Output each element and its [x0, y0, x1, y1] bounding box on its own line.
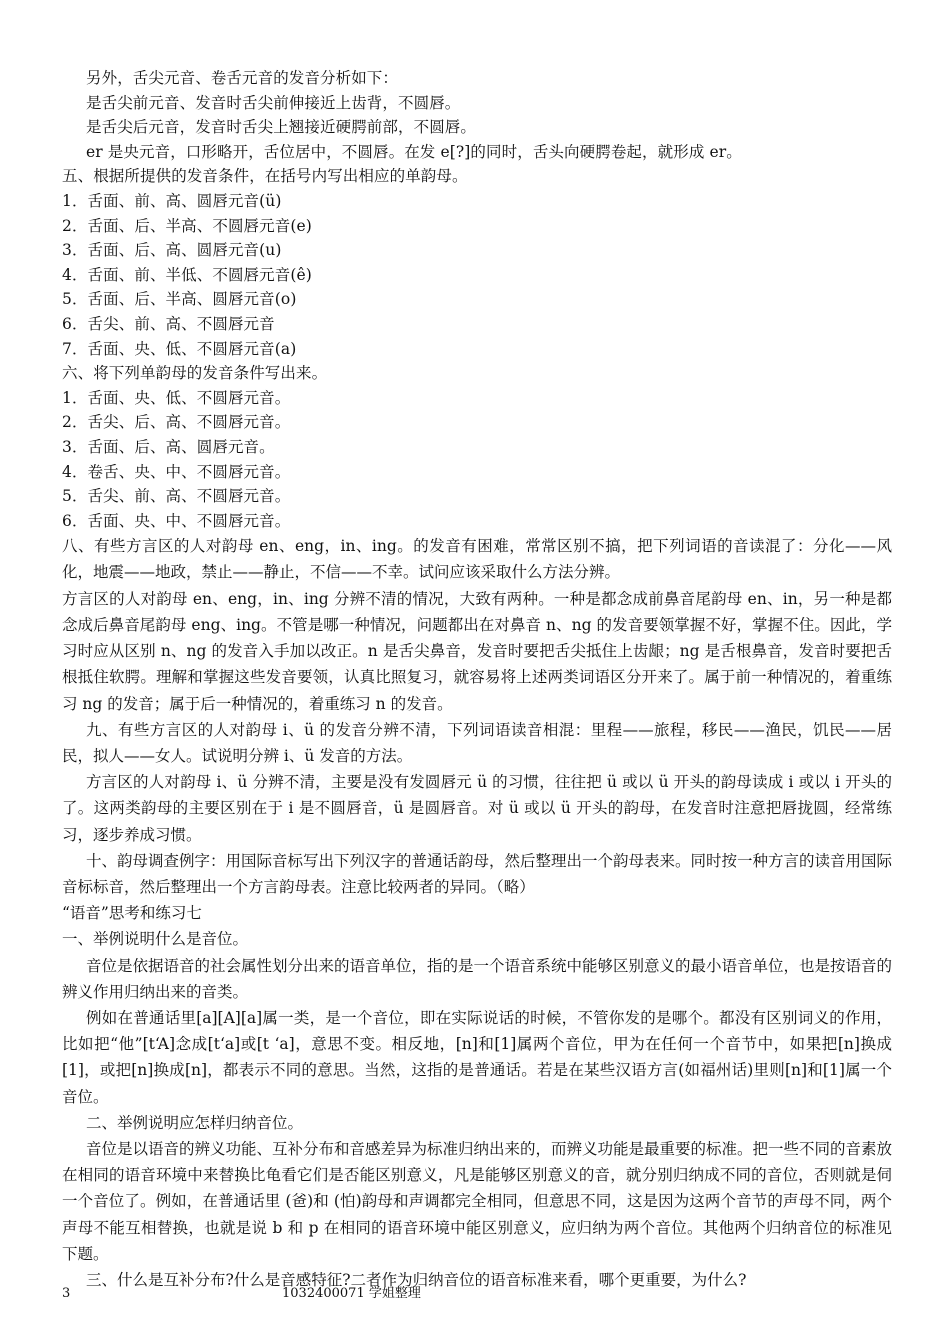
text-line: 7．舌面、央、低、不圆唇元音(a)	[62, 339, 297, 358]
text-paragraph: 一、举例说明什么是音位。	[62, 930, 249, 949]
footer-source-note: 1032400071 学姐整理	[282, 1286, 421, 1301]
text-paragraph: 方言区的人对韵母 en、eng，in、ing 分辨不清的情况，大致有两种。一种是都念成前鼻音尾韵母 en、in，另一种是都念成后鼻音尾韵母 eng、ing。不管是哪一种情况，问题都出在对鼻音 n、ng 的发音要领掌握不好，掌握不住。因此，学习时应从区别 n、ng 的发音入手加以改正。n 是舌尖鼻音，发音时要把舌尖抵住上齿龈；ng 是舌根鼻音，发音时要把舌根抵住软腭。理解和掌握这些发音要领，认真比照复习，就容易将上述两类词语区分开来了。属于前一种情况的，着重练习 ng 的发音；属于后一种情况的，着重练习 n 的发音。	[62, 589, 892, 713]
text-paragraph: 例如在普通话里[a][A][a]属一类，是一个音位，即在实际说话的时候，不管你发的是哪个。都没有区别词义的作用，比如把“他”[t‘A]念成[t‘a]或[t ‘a]，意思不变。相反地，[n]和[1]属两个音位，甲为在任何一个音节中，如果把[n]换成[1]，或把[n]换成[n]，都表示不同的意思。当然，这指的是普通话。若是在某些汉语方言(如福州话)里则[n]和[1]属一个音位。	[62, 1008, 892, 1106]
text-paragraph: 方言区的人对韵母 i、ü 分辨不清，主要是没有发圆唇元 ü 的习惯，往往把 ü 或以 ü 开头的韵母读成 i 或以 i 开头的了。这两类韵母的主要区别在于 i 是不圆唇音，ü 是圆唇音。对 ü 或以 ü 开头的韵母，在发音时注意把唇拢圆，经常练习，逐步养成习惯。	[62, 773, 892, 844]
text-line: 6．舌面、央、中、不圆唇元音。	[62, 511, 291, 530]
text-paragraph: 二、举例说明应怎样归纳音位。	[86, 1113, 304, 1132]
text-line: 6．舌尖、前、高、不圆唇元音	[62, 314, 275, 333]
text-line: 五、根据所提供的发音条件，在括号内写出相应的单韵母。	[62, 167, 468, 186]
text-paragraph: 音位是依据语音的社会属性划分出来的语音单位，指的是一个语音系统中能够区别意义的最小语音单位，也是按语音的辨义作用归纳出来的音类。	[62, 956, 893, 1001]
text-line: 是舌尖后元音，发音时舌尖上翘接近硬腭前部，不圆唇。	[86, 118, 477, 137]
text-paragraph: 三、什么是互补分布?什么是音感特征?二者作为归纳音位的语音标准来看，哪个更重要，为什么?	[86, 1270, 747, 1289]
text-line: 3．舌面、后、高、圆唇元音。	[62, 437, 275, 456]
text-line: 2．舌尖、后、高、不圆唇元音。	[62, 413, 291, 432]
text-paragraph: 十、韵母调查例字：用国际音标写出下列汉字的普通话韵母，然后整理出一个韵母表来。同时按一种方言的读音用国际音标标音，然后整理出一个方言韵母表。注意比较两者的异同。（略）	[62, 851, 893, 896]
page-number: 3	[62, 1286, 71, 1301]
text-paragraph: 音位是以语音的辨义功能、互补分布和音感差异为标准归纳出来的，而辨义功能是最重要的标准。把一些不同的音素放在相同的语音环境中来替换比龟看它们是否能区别意义，凡是能够区别意义的音，就分别归纳成不同的音位，否则就是伺一个音位了。例如，在普通话里 (爸)和 (怕)韵母和声调都完全相同，但意思不同，这是因为这两个音节的声母不同，两个声母不能互相替换，也就是说 b 和 p 在相同的语音环境中能区别意义，应归纳为两个音位。其他两个归纳音位的标准见下题。	[62, 1139, 893, 1263]
text-line: 4．卷舌、央、中、不圆唇元音。	[62, 462, 291, 481]
text-line: 5．舌尖、前、高、不圆唇元音。	[62, 487, 291, 506]
text-line: er 是央元音，口形略开，舌位居中，不圆唇。在发 e[?]的同时，舌头向硬腭卷起，就形成 er。	[86, 142, 742, 161]
text-paragraph: 八、有些方言区的人对韵母 en、eng，in、ing。的发音有困难，常常区别不搞，把下列词语的音读混了：分化——风化，地震——地政，禁止——静止，不信——不幸。试问应该采取什么方法分辨。	[62, 537, 892, 582]
line-list	[62, 66, 892, 533]
text-line: 1．舌面、央、低、不圆唇元音。	[62, 388, 291, 407]
text-line: 5．舌面、后、半高、圆唇元音(o)	[62, 290, 297, 309]
text-line: 六、将下列单韵母的发音条件写出来。	[62, 364, 328, 383]
text-line: 2．舌面、后、半高、不圆唇元音(e)	[62, 216, 312, 235]
text-line: 1．舌面、前、高、圆唇元音(ü)	[62, 191, 282, 210]
text-paragraph: “语音”思考和练习七	[62, 904, 202, 923]
text-line: 3．舌面、后、高、圆唇元音(u)	[62, 241, 282, 260]
text-line: 是舌尖前元音、发音时舌尖前伸接近上齿背，不圆唇。	[86, 93, 461, 112]
text-paragraph: 九、有些方言区的人对韵母 i、ü 的发音分辨不清，下列词语读音相混：里程——旅程，移民——渔民，饥民——居民，拟人——女人。试说明分辨 i、ü 发音的方法。	[62, 720, 892, 765]
paragraph-list	[62, 533, 892, 1293]
text-line: 4．舌面、前、半低、不圆唇元音(ê)	[62, 265, 312, 284]
text-line: 另外，舌尖元音、卷舌元音的发音分析如下：	[86, 69, 399, 87]
document-body	[62, 66, 892, 1293]
